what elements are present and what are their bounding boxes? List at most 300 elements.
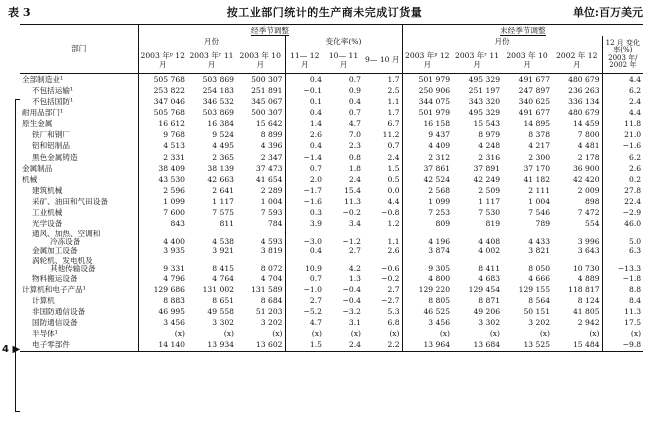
- row-value: 0.5: [387, 174, 400, 184]
- row-value: 3 996: [577, 236, 600, 246]
- row-value: 36 900: [572, 163, 600, 173]
- row-value: 8.4: [602, 295, 643, 306]
- table-row: [20, 306, 643, 317]
- row-value: 3.4: [348, 219, 361, 229]
- row-value: 4 396: [260, 141, 283, 151]
- row-value: 2 568: [402, 185, 452, 196]
- row-value: 500 307: [251, 108, 283, 117]
- row-value: 253 822: [138, 85, 187, 96]
- row-value: 118 817: [568, 284, 600, 294]
- row-value: 4 683: [478, 273, 501, 283]
- row-value: 3 821: [528, 246, 551, 256]
- row-value: 8 651: [212, 295, 234, 305]
- row-value: −1.8: [602, 273, 643, 284]
- row-label: 半导体¹: [32, 329, 58, 339]
- row-value: (x): [389, 329, 400, 339]
- row-value: 8 883: [138, 295, 187, 306]
- row-value: 7 593: [260, 208, 283, 218]
- row-value: 0.2: [602, 174, 643, 185]
- row-value: 3 819: [260, 246, 283, 256]
- row-value: −0.6: [381, 264, 400, 273]
- row-value: 505 768: [138, 74, 187, 86]
- row-value: 4 889: [577, 273, 600, 283]
- row-value: 8.8: [602, 284, 643, 295]
- row-value: 554: [585, 219, 600, 229]
- row-value: 8 805: [402, 295, 452, 306]
- row-value: 4 433: [528, 236, 551, 246]
- table-row: [20, 246, 643, 257]
- row-value: 480 679: [568, 74, 600, 84]
- row-value: −2.9: [602, 208, 643, 219]
- table-row: [20, 130, 643, 141]
- row-value: 0.7: [348, 74, 361, 84]
- row-value: 819: [485, 219, 501, 229]
- row-value: 3 202: [260, 318, 283, 328]
- row-value: 6.2: [602, 85, 643, 96]
- row-value: 10.9: [285, 257, 324, 273]
- col-sa-change: 变化率(%): [285, 36, 402, 47]
- table-row: [20, 163, 643, 174]
- row-label: [20, 257, 138, 273]
- row-value: 22.4: [602, 197, 643, 208]
- row-value: 7.0: [348, 130, 361, 140]
- table-row: [20, 96, 643, 107]
- row-value: 1 099: [138, 197, 187, 208]
- row-value: −1.0: [285, 284, 324, 295]
- row-value: 3 302: [212, 318, 234, 328]
- row-value: 15.4: [344, 185, 361, 195]
- table-row: [20, 174, 643, 185]
- row-value: −0.2: [342, 208, 361, 218]
- row-value: 344 075: [402, 96, 452, 107]
- row-value: 1.7: [387, 74, 400, 84]
- row-value: 8 684: [260, 295, 283, 305]
- row-value: (x): [223, 329, 234, 339]
- row-value: 129 454: [468, 284, 501, 294]
- row-value: −1.2: [342, 236, 361, 246]
- row-value: 13 602: [236, 340, 285, 352]
- row-value: (x): [272, 329, 283, 339]
- row-value: 129 155: [518, 284, 551, 294]
- row-value: 9 768: [138, 130, 187, 141]
- row-value: 3.9: [285, 219, 324, 230]
- table-row: [20, 340, 643, 352]
- group-seasonally-adjusted: 经季节调整: [251, 25, 289, 35]
- row-value: 38 409: [138, 163, 187, 174]
- row-label: 建筑机械: [32, 185, 63, 195]
- row-value: 4.7: [285, 318, 324, 329]
- row-label-line1: 涡轮机、发电机及: [32, 257, 93, 266]
- row-value: 3 456: [402, 318, 452, 329]
- row-value: 4 593: [260, 236, 283, 246]
- row-value: 4 408: [478, 236, 501, 246]
- row-value: 1.1: [387, 96, 400, 106]
- row-value: −1.7: [285, 185, 324, 196]
- page-marker: 4 ▶: [2, 344, 21, 355]
- table-header: [6, 4, 643, 20]
- row-value: 15 484: [552, 340, 602, 352]
- row-value: 38 139: [207, 163, 234, 173]
- row-value: (x): [602, 329, 643, 340]
- row-value: 5.0: [602, 230, 643, 246]
- row-label: 光学设备: [32, 219, 63, 229]
- row-value: 789: [535, 219, 551, 229]
- row-value: 2 596: [138, 185, 187, 196]
- row-value: 4.2: [348, 264, 361, 273]
- row-value: 13 525: [502, 340, 552, 352]
- row-value: 8 979: [478, 130, 501, 140]
- table-number: 表 3: [8, 6, 31, 19]
- row-label: 机械: [22, 174, 38, 184]
- row-value: (x): [589, 329, 600, 339]
- row-value: 2.2: [363, 340, 402, 352]
- row-value: 784: [268, 219, 283, 229]
- row-value: 4 666: [528, 273, 551, 283]
- row-value: (x): [285, 329, 324, 340]
- row-value: 46 995: [138, 306, 187, 317]
- row-value: 7 546: [528, 208, 551, 218]
- row-value: 2.7: [285, 295, 324, 306]
- row-value: 4 409: [402, 141, 452, 152]
- row-value: 8 411: [478, 264, 501, 273]
- subcol-7: 2003 年ʳ 11 月: [452, 47, 502, 74]
- row-value: 503 869: [202, 108, 234, 117]
- row-value: 13 684: [452, 340, 502, 352]
- row-value: 4 538: [212, 236, 234, 246]
- row-value: 21.0: [602, 130, 643, 141]
- table-row: [20, 152, 643, 163]
- row-value: 2.7: [348, 246, 361, 256]
- row-value: 3 935: [138, 246, 187, 257]
- row-value: 14 459: [572, 119, 600, 129]
- table-row: [20, 273, 643, 284]
- row-value: 505 768: [138, 107, 187, 118]
- row-label: 计算机和电子产品¹: [22, 284, 86, 294]
- subcol-1: 2003 年ʳ 11 月: [187, 47, 236, 74]
- row-value: −0.2: [381, 273, 400, 283]
- row-value: 3.1: [348, 318, 361, 328]
- row-value: 4 248: [478, 141, 501, 151]
- row-value: 7 600: [138, 208, 187, 219]
- row-value: 0.7: [285, 163, 324, 174]
- row-value: −0.4: [342, 295, 361, 305]
- row-value: 49 558: [207, 306, 234, 316]
- row-value: −2.7: [381, 295, 400, 305]
- row-value: (x): [350, 329, 361, 339]
- row-value: 1.5: [285, 340, 324, 352]
- col-sa-month: 月份: [138, 36, 285, 47]
- row-value: 129 220: [402, 284, 452, 295]
- row-value: 1 004: [260, 197, 283, 207]
- row-value: 46.0: [602, 219, 643, 230]
- row-value: 4 196: [402, 230, 452, 246]
- row-value: −1.6: [285, 197, 324, 208]
- row-value: −5.2: [285, 306, 324, 317]
- row-value: 9 305: [402, 257, 452, 273]
- group-not-seasonally-adjusted: 未经季节调整: [500, 25, 546, 35]
- row-value: 336 134: [568, 96, 600, 106]
- row-value: 7 472: [577, 208, 600, 218]
- row-value: 2.4: [602, 96, 643, 107]
- row-value: 2.0: [285, 174, 324, 185]
- subcol-5: 9— 10 月: [363, 47, 402, 74]
- row-value: 37 170: [523, 163, 551, 173]
- row-value: 7 800: [577, 130, 600, 140]
- row-value: 251 197: [468, 85, 501, 95]
- row-value: 4 800: [402, 273, 452, 284]
- row-value: 41 805: [572, 306, 600, 316]
- row-value: 4 796: [138, 273, 187, 284]
- row-value: 4 495: [212, 141, 234, 151]
- subcol-3: 11— 12 月: [285, 47, 324, 74]
- row-value: 843: [138, 219, 187, 230]
- row-label: 全部制造业¹: [22, 74, 64, 84]
- row-value: 1.3: [348, 273, 361, 283]
- row-value: 2 942: [577, 318, 600, 328]
- col-yoy-change: 12 月 变化率(%) 2003 年/ 2002 年: [602, 36, 643, 74]
- row-value: 4 764: [212, 273, 234, 283]
- row-value: 1.2: [387, 219, 400, 229]
- row-label: 采矿、油田和气田设备: [32, 197, 108, 207]
- row-value: 346 532: [202, 96, 234, 106]
- row-value: −0.4: [342, 284, 361, 294]
- row-value: 1 117: [478, 197, 501, 207]
- row-value: 0.4: [348, 96, 361, 106]
- row-value: 0.4: [285, 74, 324, 86]
- subcol-9: 2002 年 12 月: [552, 47, 602, 74]
- row-label: 耐用品部门¹: [22, 108, 64, 117]
- row-value: 43 530: [138, 174, 187, 185]
- row-value: 14 140: [138, 340, 187, 352]
- row-value: 2.4: [348, 174, 361, 184]
- table-row: [20, 318, 643, 329]
- subcol-2: 2003 年 10 月: [236, 47, 285, 74]
- row-value: −1.4: [285, 152, 324, 163]
- row-value: 1 004: [528, 197, 551, 207]
- row-value: 236 263: [568, 85, 600, 95]
- row-value: 250 906: [402, 85, 452, 96]
- row-value: 4.4: [602, 107, 643, 118]
- table-row: [20, 284, 643, 295]
- row-label: 铝和铝制品: [32, 141, 70, 151]
- row-value: 37 861: [402, 163, 452, 174]
- row-value: (x): [539, 329, 551, 339]
- table-row: [20, 197, 643, 208]
- row-value: 2 178: [577, 152, 600, 162]
- row-value: 6.7: [387, 119, 400, 129]
- row-value: −0.8: [381, 208, 400, 218]
- row-value: 0.4: [285, 141, 324, 152]
- row-value: 8 072: [260, 264, 283, 273]
- row-value: 251 891: [251, 85, 283, 95]
- row-value: 2.4: [387, 152, 400, 162]
- row-value: 42 663: [207, 174, 234, 184]
- row-value: 2.7: [387, 284, 400, 294]
- row-value: 3 921: [212, 246, 234, 256]
- row-value: 0.0: [387, 185, 400, 195]
- row-value: 5.3: [387, 306, 400, 316]
- row-value: 0.7: [285, 273, 324, 284]
- row-value: 2 111: [528, 185, 551, 195]
- row-value: 16 158: [402, 119, 452, 130]
- row-value: 898: [585, 197, 600, 207]
- row-value: 1.7: [387, 108, 400, 117]
- row-value: 11.3: [602, 306, 643, 317]
- row-value: 0.4: [285, 246, 324, 257]
- row-value: 7 253: [402, 208, 452, 219]
- table-row: [20, 257, 643, 273]
- row-label: 工业机械: [32, 208, 63, 218]
- row-label-line1: 通风、加热、空调和: [32, 229, 101, 238]
- row-value: −9.8: [602, 340, 643, 352]
- row-value: 2 347: [260, 152, 283, 162]
- row-value: 27.8: [602, 185, 643, 196]
- row-value: 11.3: [344, 197, 361, 207]
- row-value: 1.1: [387, 236, 400, 246]
- row-value: 9 331: [138, 257, 187, 273]
- row-value: 41 654: [255, 174, 283, 184]
- row-value: 8 899: [260, 130, 283, 140]
- row-value: 8 871: [478, 295, 501, 305]
- row-value: 3 202: [528, 318, 551, 328]
- row-value: 3 456: [138, 318, 187, 329]
- row-value: 501 979: [402, 107, 452, 118]
- row-value: 9 524: [212, 130, 234, 140]
- row-value: −13.3: [602, 257, 643, 273]
- row-value: 2.6: [602, 163, 643, 174]
- row-label: [20, 230, 138, 246]
- row-value: 247 897: [518, 85, 551, 95]
- row-value: 10 730: [572, 264, 600, 273]
- row-label: 金属制品: [22, 163, 53, 173]
- row-value: 11.8: [602, 119, 643, 130]
- row-value: 42 249: [473, 174, 501, 184]
- row-value: 2.6: [387, 246, 400, 256]
- row-value: 503 869: [202, 74, 234, 84]
- row-value: 8 124: [577, 295, 600, 305]
- row-value: 2.4: [324, 340, 363, 352]
- row-value: 41 182: [523, 174, 551, 184]
- row-value: 1.8: [348, 163, 361, 173]
- row-label: 非国防通信设备: [32, 306, 86, 316]
- row-label: 原生金属: [22, 119, 53, 129]
- table-unit: 单位:百万美元: [572, 6, 643, 19]
- row-value: 7 575: [212, 208, 234, 218]
- row-value: 2 312: [402, 152, 452, 163]
- row-value: 2.6: [285, 130, 324, 141]
- row-value: 7 530: [478, 208, 501, 218]
- row-value: 4.4: [387, 197, 400, 207]
- row-label: 铁厂和钢厂: [32, 130, 70, 140]
- row-value: 340 625: [518, 96, 551, 106]
- row-value: 42 420: [572, 174, 600, 184]
- row-value: 4 002: [478, 246, 501, 256]
- row-value: 6.8: [387, 318, 400, 328]
- row-value: 2 289: [260, 185, 283, 195]
- row-label-line2: 其他传输设备: [50, 264, 96, 273]
- row-value: 3 874: [402, 246, 452, 257]
- row-label: 黑色金属铸造: [32, 152, 78, 162]
- row-value: 495 329: [468, 74, 501, 84]
- row-label: 计算机: [32, 295, 55, 305]
- row-value: 3 643: [577, 246, 600, 256]
- row-value: 51 203: [255, 306, 283, 316]
- row-value: 8 378: [528, 130, 551, 140]
- row-value: 4 704: [260, 273, 283, 283]
- row-value: 1.5: [387, 163, 400, 173]
- row-value: (x): [138, 329, 187, 340]
- table-row: [20, 107, 643, 118]
- row-label: 国防通信设备: [32, 318, 78, 328]
- row-value: 4 481: [577, 141, 600, 151]
- row-value: 42 524: [402, 174, 452, 185]
- col-sector: 部门: [20, 25, 138, 74]
- row-value: 4.7: [348, 119, 361, 129]
- row-value: 4 217: [528, 141, 551, 151]
- row-value: 16 384: [207, 119, 234, 129]
- table-row: [20, 295, 643, 306]
- row-value: 15 642: [255, 119, 283, 129]
- row-value: 46 525: [402, 306, 452, 317]
- row-value: 8 415: [212, 264, 234, 273]
- subcol-0: 2003 年ᵖ 12 月: [138, 47, 187, 74]
- table-row: [20, 230, 643, 246]
- row-label: 金属加工设备: [32, 246, 78, 256]
- row-value: 2.3: [348, 141, 361, 151]
- subcol-4: 10— 11 月: [324, 47, 363, 74]
- row-value: 17.5: [602, 318, 643, 329]
- row-label-line2: 冷冻设备: [50, 236, 81, 246]
- row-value: 1 099: [402, 197, 452, 208]
- row-value: 6.2: [602, 152, 643, 163]
- row-value: 501 979: [402, 74, 452, 86]
- row-value: 0.9: [348, 85, 361, 95]
- row-value: 1 117: [212, 197, 234, 207]
- row-value: 811: [219, 219, 234, 229]
- row-value: 0.4: [285, 107, 324, 118]
- row-value: 50 151: [523, 306, 551, 316]
- row-value: −0.1: [285, 85, 324, 96]
- table-title: 按工业部门统计的生产商未完成订货量: [226, 6, 423, 19]
- row-value: 2.5: [387, 85, 400, 95]
- row-value: 480 679: [568, 108, 600, 117]
- row-value: 1.4: [285, 119, 324, 130]
- row-value: 2 365: [212, 152, 234, 162]
- row-value: 4.4: [602, 74, 643, 86]
- row-value: 347 046: [138, 96, 187, 107]
- table-row: [20, 74, 643, 86]
- row-value: 343 320: [468, 96, 501, 106]
- row-value: 131 002: [202, 284, 234, 294]
- row-value: 2 009: [577, 185, 600, 195]
- row-value: 4 400: [138, 230, 187, 246]
- row-value: 9 437: [402, 130, 452, 141]
- row-value: 345 067: [251, 96, 283, 106]
- row-value: 49 206: [473, 306, 501, 316]
- row-value: 254 183: [202, 85, 234, 95]
- row-value: 8 050: [528, 264, 551, 273]
- row-value: 129 686: [138, 284, 187, 295]
- row-value: 14 895: [523, 119, 551, 129]
- row-value: 491 677: [518, 108, 551, 117]
- row-value: 3 302: [478, 318, 501, 328]
- row-value: 4 513: [138, 141, 187, 152]
- row-value: 2 509: [478, 185, 501, 195]
- subcol-8: 2003 年 10 月: [502, 47, 552, 74]
- row-value: 2 300: [528, 152, 551, 162]
- row-label: 不包括国防¹: [32, 96, 74, 106]
- row-value: −3.2: [342, 306, 361, 316]
